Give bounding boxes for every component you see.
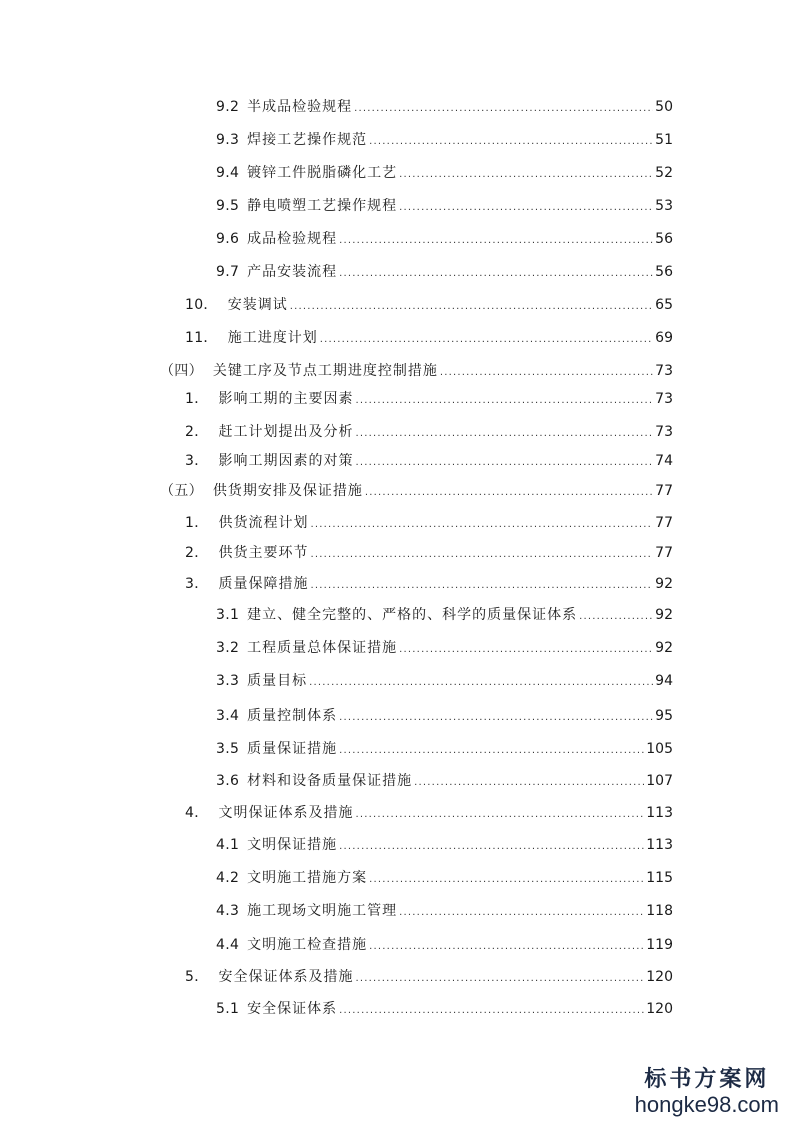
toc-entry-number: 9.7: [216, 264, 240, 280]
toc-entry[interactable]: [185, 513, 673, 533]
toc-dot-leader: [356, 805, 645, 825]
toc-dot-leader: [311, 515, 654, 535]
toc-entry[interactable]: [185, 389, 673, 409]
toc-entry-title: 文明施工措施方案: [247, 870, 368, 886]
toc-entry[interactable]: [216, 901, 673, 921]
toc-dot-leader: [339, 741, 644, 761]
toc-entry-title: 质量目标: [247, 673, 308, 689]
toc-entry[interactable]: [216, 771, 673, 791]
toc-entry-title: 材料和设备质量保证措施: [247, 773, 413, 789]
toc-dot-leader: [320, 330, 653, 350]
toc-entry-page-number: 118: [646, 903, 673, 919]
toc-dot-leader: [311, 576, 654, 596]
toc-entry-number: （五）: [160, 483, 203, 499]
toc-entry-title: 供货期安排及保证措施: [212, 483, 363, 499]
toc-entry-title: 半成品检验规程: [247, 99, 353, 115]
toc-entry[interactable]: [185, 967, 673, 987]
toc-entry-number: 2．: [185, 545, 209, 561]
toc-entry-title: 质量保证措施: [247, 741, 338, 757]
toc-entry-number: 11．: [185, 330, 218, 346]
toc-dot-leader: [579, 607, 653, 627]
toc-entry[interactable]: [216, 706, 673, 726]
toc-dot-leader: [354, 99, 653, 119]
toc-entry-number: 4.4: [216, 937, 240, 953]
toc-entry-title: 文明施工检查措施: [247, 937, 368, 953]
toc-entry-title: 焊接工艺操作规范: [247, 132, 368, 148]
toc-dot-leader: [339, 264, 653, 284]
toc-entry-number: 9.2: [216, 99, 240, 115]
toc-dot-leader: [399, 640, 653, 660]
toc-entry-number: 4.2: [216, 870, 240, 886]
toc-entry-page-number: 115: [646, 870, 673, 886]
toc-entry-title: 影响工期因素的对策: [218, 453, 354, 469]
toc-entry-title: 建立、健全完整的、严格的、科学的质量保证体系: [247, 607, 578, 623]
toc-entry-number: 1．: [185, 391, 209, 407]
toc-entry-number: 2．: [185, 424, 209, 440]
toc-entry-title: 质量保障措施: [218, 576, 309, 592]
toc-dot-leader: [290, 297, 653, 317]
toc-dot-leader: [339, 231, 653, 251]
toc-entry-page-number: 56: [655, 231, 673, 247]
toc-entry[interactable]: [216, 671, 673, 691]
toc-entry-number: 3.3: [216, 673, 240, 689]
watermark-url: hongke98.com: [634, 1092, 779, 1117]
toc-entry-title: 安装调试: [227, 297, 288, 313]
toc-dot-leader: [399, 903, 644, 923]
toc-entry-number: 3．: [185, 576, 209, 592]
toc-entry-title: 施工现场文明施工管理: [247, 903, 398, 919]
toc-entry-title: 施工进度计划: [227, 330, 318, 346]
toc-entry-page-number: 92: [655, 607, 673, 623]
toc-entry-number: 9.6: [216, 231, 240, 247]
toc-entry-number: 3.1: [216, 607, 240, 623]
toc-dot-leader: [369, 937, 644, 957]
toc-entry-number: 3.4: [216, 708, 240, 724]
toc-entry-number: 4.3: [216, 903, 240, 919]
toc-entry[interactable]: [185, 574, 673, 594]
toc-entry-page-number: 69: [655, 330, 673, 346]
toc-entry-number: 9.4: [216, 165, 240, 181]
toc-dot-leader: [339, 837, 644, 857]
toc-entry[interactable]: [216, 605, 673, 625]
toc-entry-number: 4.1: [216, 837, 240, 853]
toc-entry-page-number: 105: [646, 741, 673, 757]
toc-entry-number: 5.1: [216, 1001, 240, 1017]
toc-entry-page-number: 95: [655, 708, 673, 724]
toc-entry-page-number: 120: [646, 969, 673, 985]
toc-entry-title: 成品检验规程: [247, 231, 338, 247]
toc-entry-title: 文明保证体系及措施: [218, 805, 354, 821]
toc-entry-number: 4．: [185, 805, 209, 821]
toc-entry-title: 关键工序及节点工期进度控制措施: [212, 363, 438, 379]
toc-entry[interactable]: [216, 163, 673, 183]
toc-entry-page-number: 119: [646, 937, 673, 953]
toc-entry-page-number: 92: [655, 640, 673, 656]
toc-entry[interactable]: [216, 196, 673, 216]
toc-entry-page-number: 120: [646, 1001, 673, 1017]
toc-dot-leader: [369, 132, 653, 152]
toc-entry-title: 镀锌工件脱脂磷化工艺: [247, 165, 398, 181]
toc-entry-page-number: 94: [655, 673, 673, 689]
toc-dot-leader: [356, 453, 654, 473]
toc-entry-number: 5．: [185, 969, 209, 985]
toc-entry-title: 供货主要环节: [218, 545, 309, 561]
toc-entry-page-number: 77: [655, 483, 673, 499]
toc-entry-number: 10．: [185, 297, 218, 313]
toc-entry-title: 质量控制体系: [247, 708, 338, 724]
toc-entry-number: （四）: [160, 363, 203, 379]
toc-entry-page-number: 73: [655, 363, 673, 379]
toc-entry[interactable]: [216, 638, 673, 658]
toc-entry-number: 3.6: [216, 773, 240, 789]
toc-entry-page-number: 77: [655, 545, 673, 561]
toc-entry[interactable]: [216, 97, 673, 117]
toc-entry-number: 9.5: [216, 198, 240, 214]
toc-entry-title: 供货流程计划: [218, 515, 309, 531]
toc-entry-title: 安全保证体系及措施: [218, 969, 354, 985]
toc-entry-title: 影响工期的主要因素: [218, 391, 354, 407]
toc-entry[interactable]: [216, 999, 673, 1019]
toc-entry[interactable]: [185, 803, 673, 823]
toc-dot-leader: [356, 424, 654, 444]
toc-entry-page-number: 50: [655, 99, 673, 115]
toc-entry-number: 1．: [185, 515, 209, 531]
toc-entry[interactable]: [185, 328, 673, 348]
toc-entry[interactable]: [216, 835, 673, 855]
toc-entry-title: 安全保证体系: [247, 1001, 338, 1017]
toc-entry-page-number: 92: [655, 576, 673, 592]
toc-entry-page-number: 65: [655, 297, 673, 313]
toc-entry-page-number: 107: [646, 773, 673, 789]
toc-entry-page-number: 51: [655, 132, 673, 148]
toc-entry-number: 3.2: [216, 640, 240, 656]
toc-entry-title: 产品安装流程: [247, 264, 338, 280]
toc-entry[interactable]: [216, 739, 673, 759]
toc-entry-title: 静电喷塑工艺操作规程: [247, 198, 398, 214]
toc-entry-page-number: 53: [655, 198, 673, 214]
toc-entry[interactable]: [216, 868, 673, 888]
toc-entry[interactable]: [160, 481, 673, 501]
toc-entry-page-number: 113: [646, 805, 673, 821]
toc-entry-page-number: 74: [655, 453, 673, 469]
toc-entry-page-number: 77: [655, 515, 673, 531]
toc-entry[interactable]: [185, 422, 673, 442]
toc-entry[interactable]: [216, 229, 673, 249]
toc-entry-page-number: 113: [646, 837, 673, 853]
toc-entry[interactable]: [216, 262, 673, 282]
toc-entry-title: 工程质量总体保证措施: [247, 640, 398, 656]
toc-entry-title: 文明保证措施: [247, 837, 338, 853]
toc-entry[interactable]: [185, 451, 673, 471]
toc-dot-leader: [399, 198, 653, 218]
toc-entry-page-number: 73: [655, 391, 673, 407]
toc-entry-number: 3.5: [216, 741, 240, 757]
toc-entry[interactable]: [160, 361, 673, 381]
toc-entry-page-number: 52: [655, 165, 673, 181]
toc-entry-number: 3．: [185, 453, 209, 469]
toc-entry[interactable]: [216, 130, 673, 150]
toc-dot-leader: [414, 773, 644, 793]
toc-entry[interactable]: [185, 295, 673, 315]
toc-entry-page-number: 56: [655, 264, 673, 280]
toc-dot-leader: [369, 870, 644, 890]
watermark-chinese: 标书方案网: [644, 1066, 770, 1092]
toc-dot-leader: [339, 708, 653, 728]
toc-entry-number: 9.3: [216, 132, 240, 148]
toc-dot-leader: [309, 673, 653, 693]
toc-dot-leader: [440, 363, 653, 383]
toc-dot-leader: [311, 545, 654, 565]
toc-dot-leader: [356, 969, 645, 989]
toc-dot-leader: [356, 391, 654, 411]
toc-dot-leader: [365, 483, 653, 503]
toc-entry[interactable]: [185, 543, 673, 563]
toc-entry[interactable]: [216, 935, 673, 955]
toc-dot-leader: [339, 1001, 644, 1021]
toc-entry-title: 赶工计划提出及分析: [218, 424, 354, 440]
toc-dot-leader: [399, 165, 653, 185]
toc-entry-page-number: 73: [655, 424, 673, 440]
watermark: [635, 1068, 779, 1116]
